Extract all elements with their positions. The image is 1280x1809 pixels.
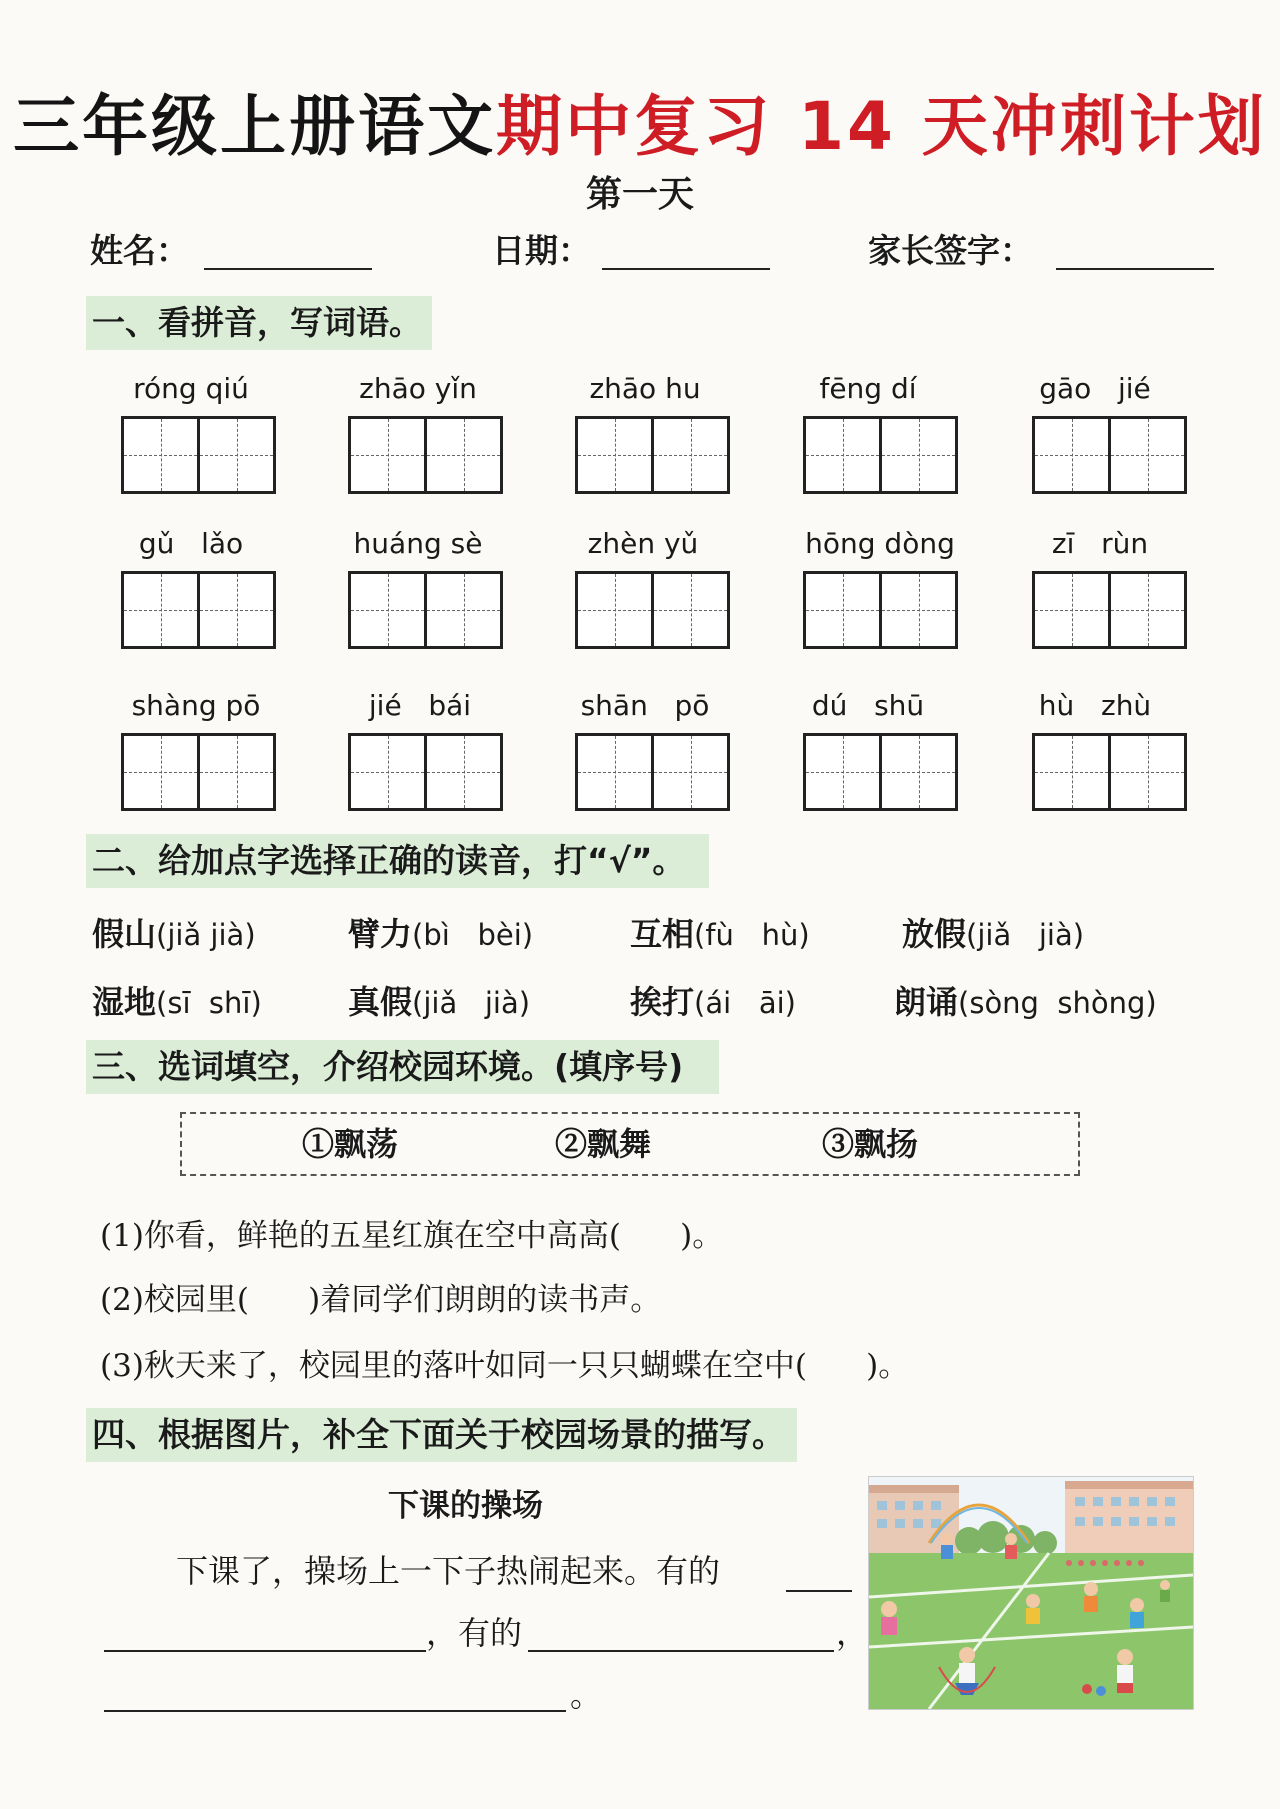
title-red-part: 期中复习 14 天冲刺计划 (496, 88, 1267, 165)
pinyin-label: dú shū (811, 689, 925, 722)
writing-grid[interactable] (803, 416, 958, 494)
parent-signature-label: 家长签字： (868, 231, 1033, 270)
writing-grid[interactable] (121, 416, 276, 494)
writing-grid[interactable] (348, 733, 503, 811)
answer-blank[interactable] (786, 1590, 852, 1592)
reading-choice-item[interactable]: 朗诵(sòng shòng) (894, 983, 1157, 1021)
fill-in-question[interactable]: (3)秋天来了，校园里的落叶如同一只只蝴蝶在空中( )。 (100, 1348, 910, 1384)
reading-choice-item[interactable]: 湿地(sī shī) (92, 983, 262, 1021)
writing-grid[interactable] (348, 416, 503, 494)
writing-grid[interactable] (575, 733, 730, 811)
name-blank[interactable] (204, 268, 372, 270)
passage-title: 下课的操场 (388, 1488, 543, 1524)
pinyin-label: huáng sè (353, 527, 483, 560)
pinyin-label: hù zhù (1038, 689, 1152, 722)
pinyin-label: jié bái (368, 689, 472, 722)
reading-choice-item[interactable]: 假山(jiǎ jià) (92, 915, 256, 953)
writing-grid[interactable] (1032, 416, 1187, 494)
answer-blank[interactable] (104, 1650, 426, 1652)
reading-choice-item[interactable]: 真假(jiǎ jià) (348, 983, 531, 1021)
pinyin-label: fēng dí (819, 372, 917, 405)
pinyin-label: hōng dòng (805, 527, 955, 560)
writing-grid[interactable] (803, 733, 958, 811)
reading-choice-item[interactable]: 放假(jiǎ jià) (902, 915, 1085, 953)
playground-illustration (868, 1476, 1194, 1710)
answer-blank[interactable] (528, 1650, 834, 1652)
reading-choice-item[interactable]: 互相(fù hù) (630, 915, 810, 953)
writing-grid[interactable] (575, 416, 730, 494)
writing-grid[interactable] (348, 571, 503, 649)
passage-comma: ， (836, 1614, 869, 1652)
section2-heading: 二、给加点字选择正确的读音，打“√”。 (86, 834, 709, 888)
pinyin-label: zhāo hu (589, 372, 701, 405)
writing-grid[interactable] (1032, 571, 1187, 649)
answer-blank[interactable] (104, 1710, 566, 1712)
section1-heading: 一、看拼音，写词语。 (86, 296, 432, 350)
parent-signature-blank[interactable] (1056, 268, 1214, 270)
pinyin-label: zī rùn (1051, 527, 1149, 560)
name-label: 姓名： (90, 231, 189, 270)
date-label: 日期： (492, 231, 591, 270)
date-blank[interactable] (602, 268, 770, 270)
day-subtitle: 第一天 (585, 173, 694, 215)
passage-period: 。 (570, 1676, 603, 1714)
title-black-part: 三年级上册语文 (13, 88, 497, 165)
word-option: ③飘扬 (822, 1125, 919, 1163)
writing-grid[interactable] (121, 571, 276, 649)
word-option: ①飘荡 (302, 1125, 399, 1163)
fill-in-question[interactable]: (1)你看，鲜艳的五星红旗在空中高高( )。 (100, 1218, 724, 1254)
pinyin-label: zhāo yǐn (359, 372, 477, 405)
pinyin-label: gǔ lǎo (138, 527, 244, 560)
word-option: ②飘舞 (555, 1125, 652, 1163)
worksheet-title (0, 82, 1280, 172)
section3-heading: 三、选词填空，介绍校园环境。(填序号) (86, 1040, 719, 1094)
writing-grid[interactable] (1032, 733, 1187, 811)
pinyin-label: shān pō (580, 689, 710, 722)
writing-grid[interactable] (575, 571, 730, 649)
reading-choice-item[interactable]: 臂力(bì bèi) (348, 915, 534, 953)
pinyin-label: róng qiú (133, 372, 249, 405)
fill-in-question[interactable]: (2)校园里( )着同学们朗朗的读书声。 (100, 1282, 662, 1318)
pinyin-label: shàng pō (131, 689, 261, 722)
writing-grid[interactable] (121, 733, 276, 811)
pinyin-label: gāo jié (1039, 372, 1151, 405)
section4-heading: 四、根据图片，补全下面关于校园场景的描写。 (86, 1408, 797, 1462)
passage-line-1: 下课了，操场上一下子热闹起来。有的 (176, 1552, 721, 1590)
pinyin-label: zhèn yǔ (587, 527, 699, 560)
passage-line-2: ，有的 (426, 1614, 523, 1652)
writing-grid[interactable] (803, 571, 958, 649)
reading-choice-item[interactable]: 挨打(ái āi) (630, 983, 796, 1021)
